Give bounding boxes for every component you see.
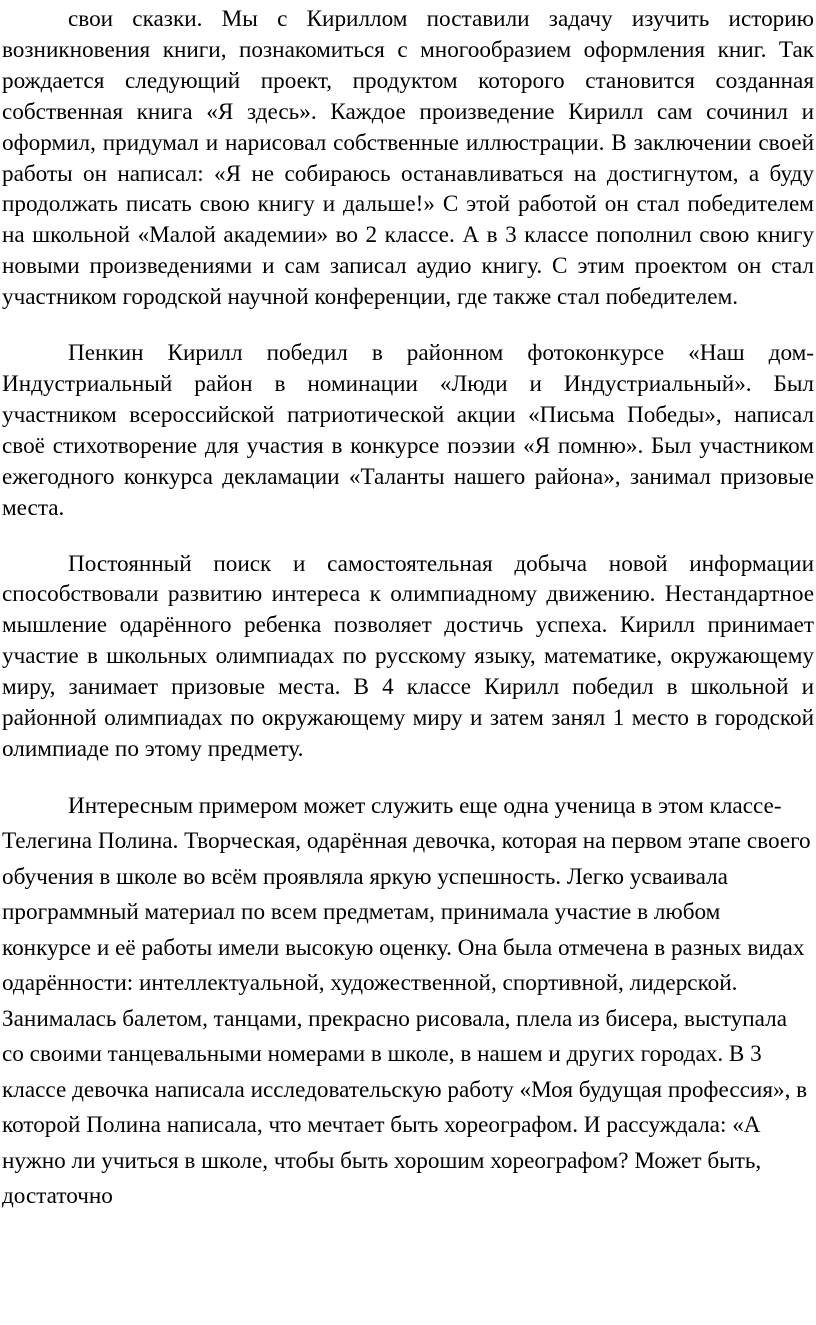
paragraph-kirill-olympiads: Постоянный поиск и самостоятельная добыча новой информации способствовали развитию интереса к олимпиадному движению. Нестандартное мышление одарённого ребенка позволяет достичь успеха. Кирилл принимает участие в школьных олимпиадах по русскому языку, математике, окружающему миру, занимает призовые места. В 4 классе Кирилл победил в школьной и районной олимпиадах по окружающему миру и затем занял 1 место в городской олимпиаде по этому предмету. bbox=[2, 550, 814, 762]
paragraph-kirill-photo-contest: Пенкин Кирилл победил в районном фотоконкурсе «Наш дом- Индустриальный район в номинации «Люди и Индустриальный». Был участником всероссийской патриотической акции «Письма Победы», написал своё стихотворение для участия в конкурсе поэзии «Я помню». Был участником ежегодного конкурса декламации «Таланты нашего района», занимал призовые места. bbox=[2, 340, 814, 521]
paragraph-polina-telegina: Интересным примером может служить еще одна ученица в этом классе- Телегина Полина. Творческая, одарённая девочка, которая на первом этапе своего обучения в школе во всём проявляла яркую успешность. Легко усваивала программный материал по всем предметам, принимала участие в любом конкурсе и её работы имели высокую оценку. Она была отмечена в разных видах одарённости: интеллектуальной, художественной, спортивной, лидерской. Занималась балетом, танцами, прекрасно рисовала, плела из бисера, выступала со своими танцевальными номерами в школе, в нашем и других городах. В 3 классе девочка написала исследовательскую работу «Моя будущая профессия», в которой Полина написала, что мечтает быть хореографом. И рассуждала: «А нужно ли учиться в школе, чтобы быть хорошим хореографом? Может быть, достаточно bbox=[2, 792, 811, 1210]
paragraph-kirill-book-project: свои сказки. Мы с Кириллом поставили задачу изучить историю возникновения книги, познакомиться с многообразием оформления книг. Так рождается следующий проект, продуктом которого становится созданная собственная книга «Я здесь». Каждое произведение Кирилл сам сочинил и оформил, придумал и нарисовал собственные иллюстрации. В заключении своей работы он написал: «Я не собираюсь останавливаться на достигнутом, а буду продолжать писать свою книгу и дальше!» С этой работой он стал победителем на школьной «Малой академии» во 2 классе. А в 3 классе пополнил свою книгу новыми произведениями и сам записал аудио книгу. С этим проектом он стал участником городской научной конференции, где также стал победителем. bbox=[2, 6, 814, 311]
